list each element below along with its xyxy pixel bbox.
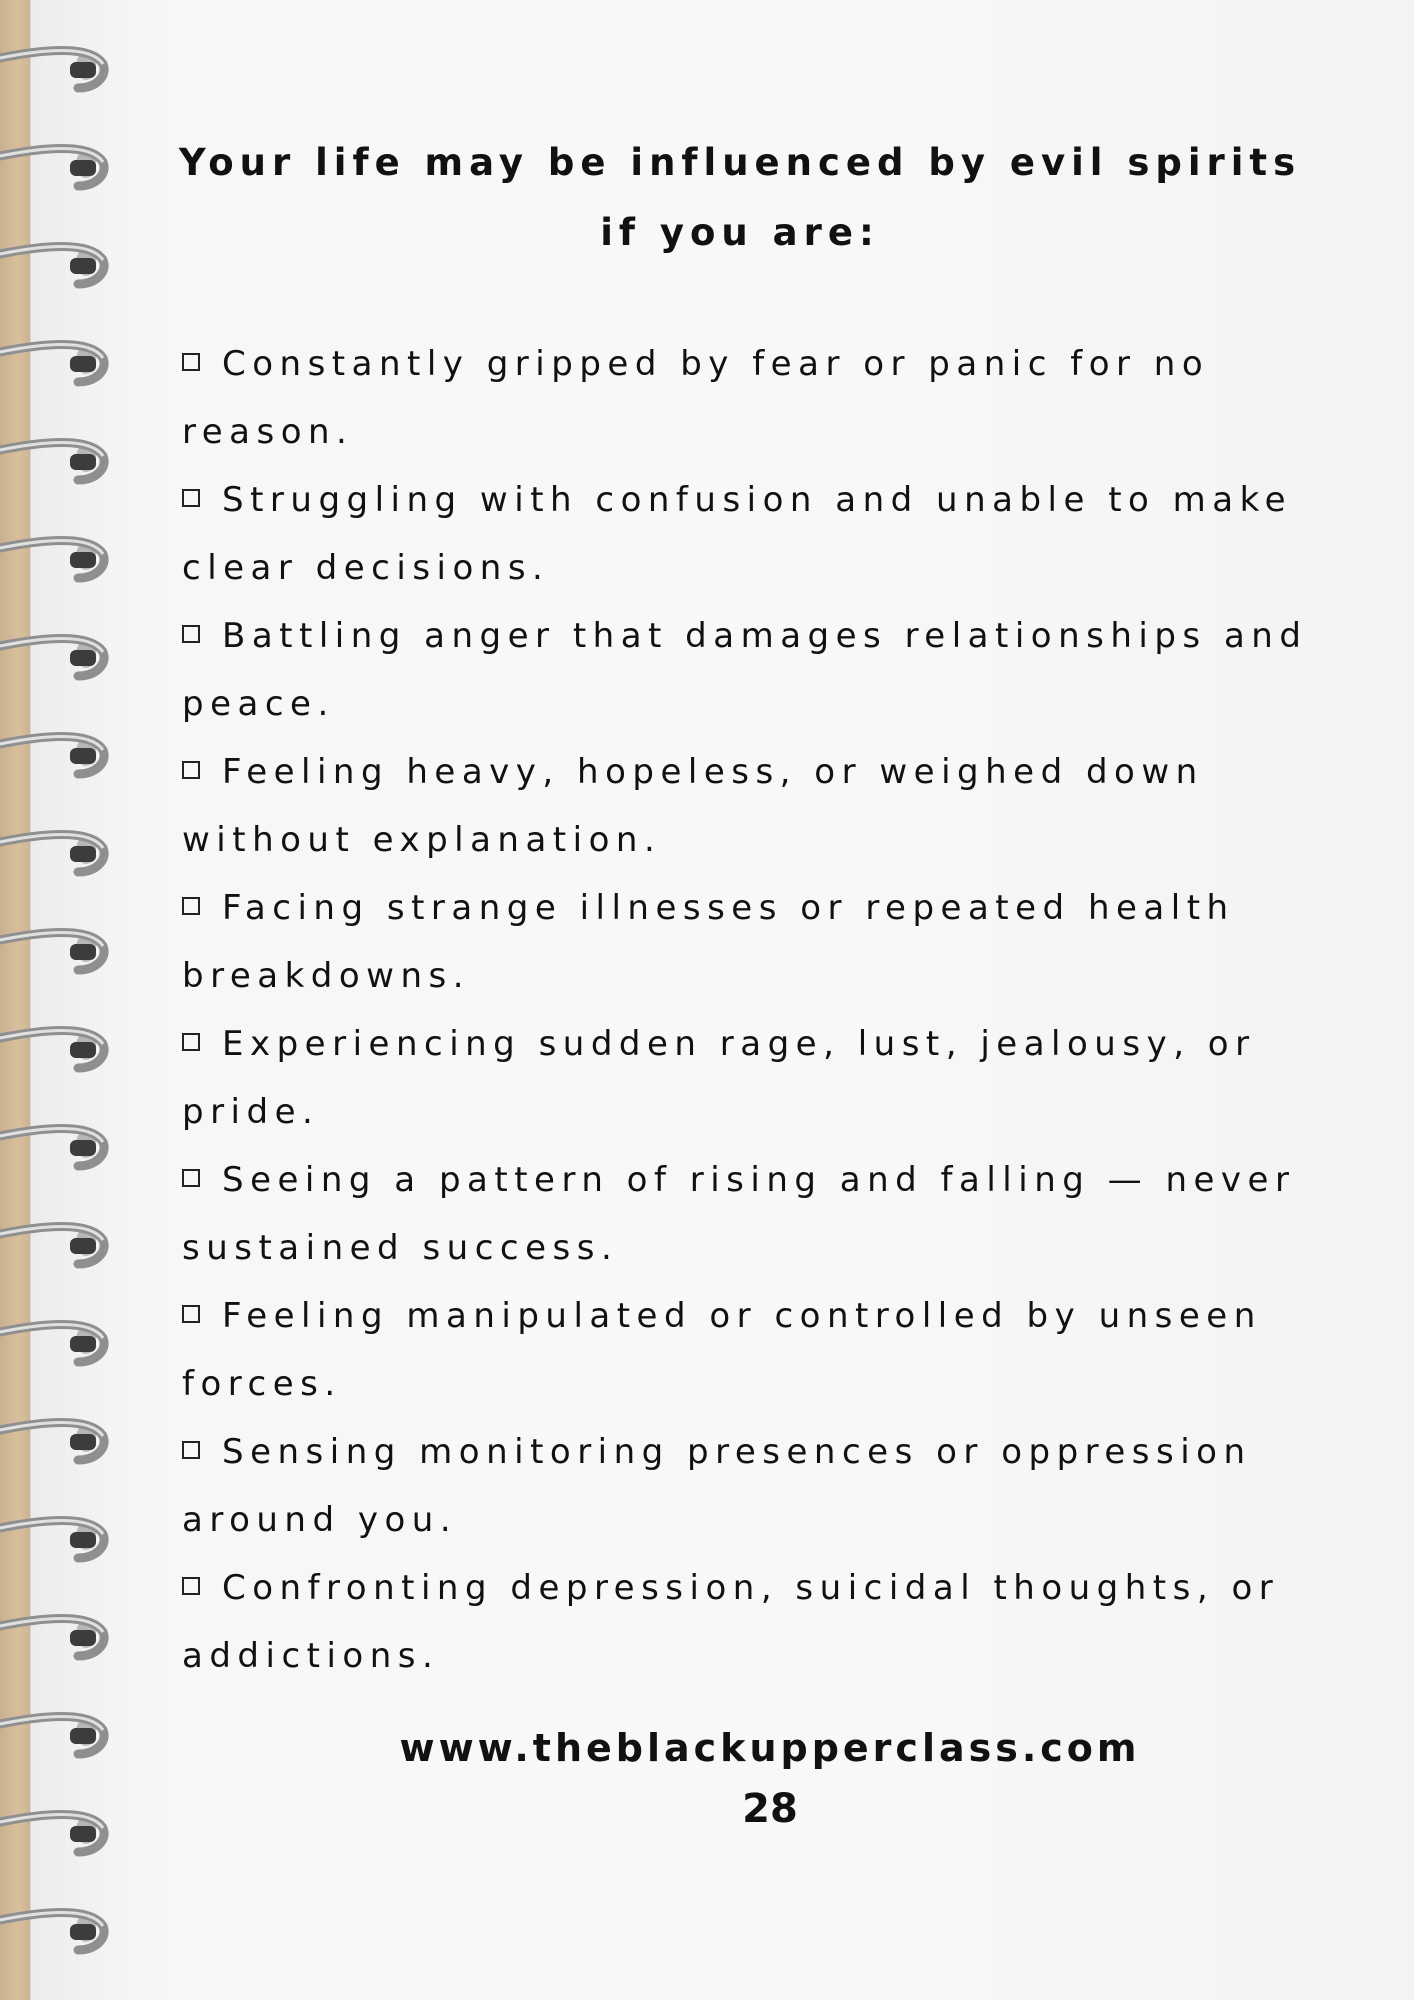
checkbox-icon[interactable] xyxy=(182,1441,200,1459)
checklist-item-text: Feeling heavy, hopeless, or weighed down without explanation. xyxy=(182,752,1204,860)
checkbox-icon[interactable] xyxy=(182,625,200,643)
checklist-item xyxy=(182,330,1332,466)
checklist-item xyxy=(182,1282,1332,1418)
checkbox-icon[interactable] xyxy=(182,353,200,371)
spiral-ring xyxy=(0,345,104,383)
spiral-ring xyxy=(0,1619,104,1657)
checklist-item xyxy=(182,1554,1332,1690)
checklist-item xyxy=(182,1146,1332,1282)
spiral-binding-icon xyxy=(0,0,120,2000)
checklist-item-text: Experiencing sudden rage, lust, jealousy, or pride. xyxy=(182,1024,1256,1132)
checklist-item-text: Constantly gripped by fear or panic for no reason. xyxy=(182,344,1210,452)
checklist-item-text: Struggling with confusion and unable to make clear decisions. xyxy=(182,480,1293,588)
checklist-item-text: Facing strange illnesses or repeated health breakdowns. xyxy=(182,888,1235,996)
checklist-item-text: Sensing monitoring presences or oppression around you. xyxy=(182,1432,1252,1540)
spiral-ring xyxy=(0,1031,104,1069)
checkbox-icon[interactable] xyxy=(182,489,200,507)
checklist-item xyxy=(182,738,1332,874)
spiral-ring xyxy=(0,247,104,285)
checklist-item-text: Seeing a pattern of rising and falling — never sustained success. xyxy=(182,1160,1296,1268)
spiral-ring xyxy=(0,835,104,873)
spiral-ring xyxy=(0,149,104,187)
checklist-item xyxy=(182,874,1332,1010)
checklist-item xyxy=(182,602,1332,738)
checklist-item xyxy=(182,1418,1332,1554)
spiral-ring xyxy=(0,1717,104,1755)
checklist-item xyxy=(182,466,1332,602)
spiral-ring xyxy=(0,1227,104,1265)
checklist-item-text: Confronting depression, suicidal thoughts, or addictions. xyxy=(182,1568,1280,1676)
checkbox-icon[interactable] xyxy=(182,1305,200,1323)
spiral-ring xyxy=(0,1129,104,1167)
page-number: 28 xyxy=(742,1786,798,1832)
checkbox-icon[interactable] xyxy=(182,761,200,779)
checkbox-icon[interactable] xyxy=(182,1169,200,1187)
spiral-ring xyxy=(0,1423,104,1461)
spiral-ring xyxy=(0,639,104,677)
spiral-ring xyxy=(0,737,104,775)
checklist-item-text: Feeling manipulated or controlled by unseen forces. xyxy=(182,1296,1262,1404)
checkbox-icon[interactable] xyxy=(182,897,200,915)
checklist-item xyxy=(182,1010,1332,1146)
spiral-ring xyxy=(0,51,104,89)
page-title: Your life may be influenced by evil spirits if you are: xyxy=(178,141,1302,254)
spiral-ring xyxy=(0,1325,104,1363)
spiral-ring xyxy=(0,443,104,481)
spiral-ring xyxy=(0,1913,104,1951)
spiral-ring xyxy=(0,933,104,971)
checkbox-icon[interactable] xyxy=(182,1033,200,1051)
spiral-ring xyxy=(0,541,104,579)
spiral-ring xyxy=(0,1521,104,1559)
checkbox-icon[interactable] xyxy=(182,1577,200,1595)
checklist xyxy=(182,330,1332,1690)
website-url[interactable]: www.theblackupperclass.com xyxy=(399,1726,1141,1770)
spiral-ring xyxy=(0,1815,104,1853)
checklist-item-text: Battling anger that damages relationships and peace. xyxy=(182,616,1308,724)
